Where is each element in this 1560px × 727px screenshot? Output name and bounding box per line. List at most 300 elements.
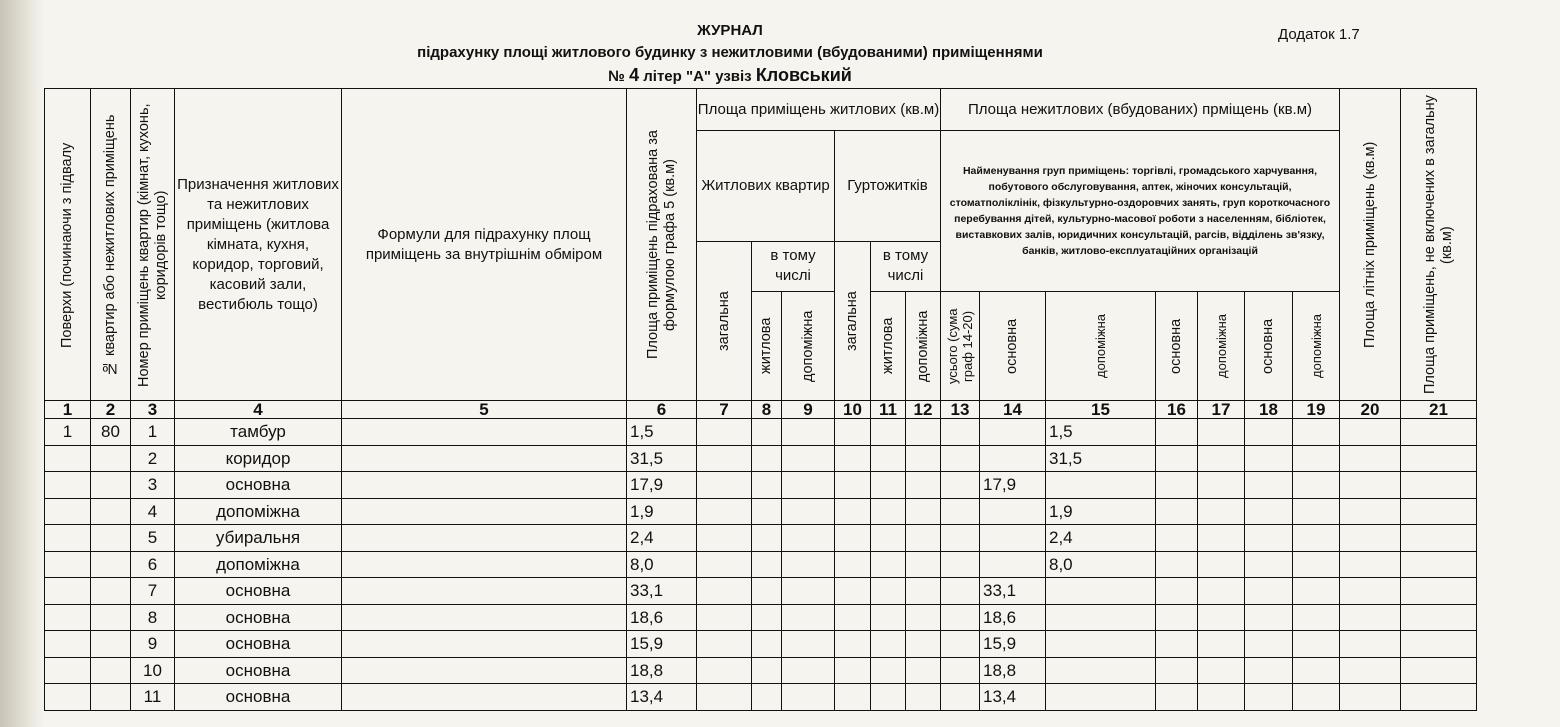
cell-formula [342, 657, 627, 684]
cell-apartment [91, 657, 131, 684]
cell-room-number: 8 [131, 604, 175, 631]
cell-empty [1198, 684, 1245, 711]
cell-empty [1245, 419, 1293, 446]
header-col19-aux-text: допоміжна [1308, 313, 1324, 379]
cell-empty [1245, 604, 1293, 631]
cell-floor: 1 [45, 419, 91, 446]
cell-empty [782, 578, 835, 605]
cell-formula [342, 498, 627, 525]
cell-main-area: 13,4 [980, 684, 1046, 711]
cell-aux-area: 1,9 [1046, 498, 1156, 525]
header-nonliving-total [941, 292, 980, 401]
cell-empty [1198, 578, 1245, 605]
cell-empty [1401, 525, 1477, 552]
cell-main-area [980, 445, 1046, 472]
cell-apartment [91, 498, 131, 525]
cell-empty [752, 578, 782, 605]
cell-empty [1401, 472, 1477, 499]
cell-empty [871, 684, 906, 711]
cell-empty [782, 657, 835, 684]
cell-empty [941, 525, 980, 552]
header-room-number-text: Номер приміщень квартир (кімнат, кухонь, коридорів тощо) [135, 102, 169, 387]
house-number: 4 [629, 65, 640, 85]
header-apartments-aux [782, 292, 835, 401]
cell-empty [906, 657, 941, 684]
cell-empty [906, 578, 941, 605]
header-apartments-total [697, 241, 752, 401]
col-number: 20 [1340, 401, 1401, 419]
cell-room-number: 4 [131, 498, 175, 525]
header-col19-aux [1293, 292, 1340, 401]
cell-apartment [91, 684, 131, 711]
header-apartment-number-text: № квартир або нежитлових приміщень [102, 113, 118, 376]
header-apartments-total-text: загальна [715, 290, 732, 351]
column-number-row [45, 401, 1477, 419]
cell-area: 18,8 [627, 657, 697, 684]
cell-empty [1156, 472, 1198, 499]
cell-empty [1401, 498, 1477, 525]
cell-empty [782, 498, 835, 525]
cell-empty [782, 684, 835, 711]
cell-empty [1245, 578, 1293, 605]
col-number: 21 [1401, 401, 1477, 419]
header-apartment-number [91, 89, 131, 401]
header-floors [45, 89, 91, 401]
cell-empty [782, 525, 835, 552]
cell-apartment [91, 445, 131, 472]
cell-area: 31,5 [627, 445, 697, 472]
cell-aux-area [1046, 578, 1156, 605]
cell-empty [906, 445, 941, 472]
cell-empty [835, 631, 871, 658]
col-number: 13 [941, 401, 980, 419]
cell-empty [697, 684, 752, 711]
cell-empty [906, 604, 941, 631]
cell-empty [1340, 631, 1401, 658]
cell-room-number: 2 [131, 445, 175, 472]
cell-empty [835, 498, 871, 525]
cell-apartment [91, 551, 131, 578]
appendix-label: Додаток 1.7 [1278, 26, 1360, 43]
cell-empty [906, 498, 941, 525]
header-col17-aux-text: допоміжна [1213, 313, 1229, 379]
cell-empty [782, 551, 835, 578]
cell-empty [871, 472, 906, 499]
header-col14-main [980, 292, 1046, 401]
header-dorms-total-text: загальна [844, 290, 860, 351]
table-row [45, 631, 1477, 658]
cell-empty [941, 604, 980, 631]
cell-empty [1340, 445, 1401, 472]
cell-empty [941, 578, 980, 605]
cell-empty [1156, 419, 1198, 446]
cell-formula [342, 419, 627, 446]
cell-empty [835, 578, 871, 605]
cell-aux-area [1046, 631, 1156, 658]
cell-purpose: основна [175, 472, 342, 499]
cell-empty [697, 657, 752, 684]
cell-purpose: коридор [175, 445, 342, 472]
header-formulas: Формули для підрахунку площ приміщень за внутрішнім обміром [342, 89, 627, 401]
cell-empty [835, 551, 871, 578]
cell-apartment [91, 578, 131, 605]
cell-area: 15,9 [627, 631, 697, 658]
cell-aux-area: 2,4 [1046, 525, 1156, 552]
page-binding-edge [0, 0, 44, 727]
col-number: 9 [782, 401, 835, 419]
cell-formula [342, 631, 627, 658]
table-row [45, 472, 1477, 499]
cell-area: 33,1 [627, 578, 697, 605]
cell-formula [342, 551, 627, 578]
cell-empty [1401, 419, 1477, 446]
cell-empty [906, 684, 941, 711]
cell-aux-area [1046, 472, 1156, 499]
cell-empty [1198, 657, 1245, 684]
col-number: 7 [697, 401, 752, 419]
street-name: Кловський [755, 65, 852, 85]
cell-floor [45, 472, 91, 499]
header-apartments-aux-text: допоміжна [799, 310, 816, 382]
cell-empty [1401, 684, 1477, 711]
cell-empty [752, 525, 782, 552]
cell-formula [342, 684, 627, 711]
cell-empty [871, 657, 906, 684]
header-dorms-total [835, 241, 871, 401]
cell-floor [45, 657, 91, 684]
cell-empty [1156, 578, 1198, 605]
cell-area: 18,6 [627, 604, 697, 631]
cell-empty [1293, 525, 1340, 552]
cell-apartment: 80 [91, 419, 131, 446]
cell-purpose: основна [175, 657, 342, 684]
cell-empty [1156, 684, 1198, 711]
table-row [45, 551, 1477, 578]
cell-empty [1156, 551, 1198, 578]
cell-empty [697, 551, 752, 578]
cell-formula [342, 525, 627, 552]
col-number: 16 [1156, 401, 1198, 419]
cell-floor [45, 551, 91, 578]
cell-empty [871, 419, 906, 446]
cell-purpose: основна [175, 604, 342, 631]
cell-main-area [980, 525, 1046, 552]
cell-empty [782, 419, 835, 446]
cell-formula [342, 604, 627, 631]
cell-empty [1401, 445, 1477, 472]
cell-empty [941, 472, 980, 499]
cell-empty [782, 604, 835, 631]
cell-empty [1401, 578, 1477, 605]
col-number: 12 [906, 401, 941, 419]
address-prefix: № [608, 68, 625, 85]
cell-empty [871, 551, 906, 578]
cell-apartment [91, 631, 131, 658]
rows-body [45, 419, 1477, 711]
header-calculated-area-text: Площа приміщень підрахована за формулою графа 5 (кв.м) [644, 130, 678, 359]
header-col18-main-text: основна [1260, 318, 1276, 374]
cell-floor [45, 631, 91, 658]
cell-empty [1401, 657, 1477, 684]
cell-room-number: 5 [131, 525, 175, 552]
cell-main-area: 18,6 [980, 604, 1046, 631]
table-row [45, 578, 1477, 605]
cell-purpose: основна [175, 631, 342, 658]
cell-empty [697, 498, 752, 525]
cell-empty [697, 525, 752, 552]
cell-empty [871, 445, 906, 472]
cell-empty [941, 445, 980, 472]
header-dorms-including: в тому числі [871, 241, 941, 292]
header-room-number [131, 89, 175, 401]
col-number: 3 [131, 401, 175, 419]
cell-area: 2,4 [627, 525, 697, 552]
cell-empty [906, 472, 941, 499]
header-nonliving-description: Найменування груп приміщень: торгівлі, громадського харчування, побутового обслуговування, аптек, жіночих консультацій, стоматполіклінік, фізкультурно-оздоровчих занять, груп короткочасного перебування дітей, культурно-масової роботи з населенням, бібліотек, виставкових залів, юридичних консультацій, рагсів, відділень зв'язку, банків, житлово-експлуатаційних організацій [941, 131, 1340, 292]
header-summer-rooms [1340, 89, 1401, 401]
cell-area: 17,9 [627, 472, 697, 499]
cell-empty [1340, 472, 1401, 499]
cell-room-number: 3 [131, 472, 175, 499]
header-col16-main [1156, 292, 1198, 401]
header-col16-main-text: основна [1168, 318, 1184, 374]
table-row [45, 498, 1477, 525]
cell-room-number: 10 [131, 657, 175, 684]
cell-empty [835, 684, 871, 711]
cell-floor [45, 684, 91, 711]
cell-empty [782, 445, 835, 472]
cell-room-number: 11 [131, 684, 175, 711]
cell-empty [941, 657, 980, 684]
cell-empty [1293, 684, 1340, 711]
col-number: 17 [1198, 401, 1245, 419]
header-dorms-aux-text: допоміжна [914, 310, 931, 382]
cell-empty [1340, 525, 1401, 552]
header-floors-text: Поверхи (починаючи з підвалу [59, 141, 75, 348]
cell-area: 8,0 [627, 551, 697, 578]
cell-empty [1245, 445, 1293, 472]
cell-aux-area [1046, 684, 1156, 711]
cell-empty [1156, 445, 1198, 472]
journal-table [44, 88, 1477, 711]
table-row [45, 604, 1477, 631]
cell-aux-area: 1,5 [1046, 419, 1156, 446]
header-apartments-including: в тому числі [752, 241, 835, 292]
cell-room-number: 9 [131, 631, 175, 658]
cell-empty [1293, 551, 1340, 578]
cell-main-area [980, 551, 1046, 578]
cell-empty [941, 551, 980, 578]
cell-apartment [91, 525, 131, 552]
cell-formula [342, 472, 627, 499]
col-number: 8 [752, 401, 782, 419]
header-nonliving-total-text: усього (сума граф 14-20) [945, 308, 975, 384]
cell-empty [1293, 445, 1340, 472]
col-number: 11 [871, 401, 906, 419]
cell-empty [871, 525, 906, 552]
cell-empty [1198, 525, 1245, 552]
cell-main-area: 18,8 [980, 657, 1046, 684]
cell-empty [1156, 525, 1198, 552]
cell-empty [1156, 631, 1198, 658]
cell-empty [697, 631, 752, 658]
table-row [45, 684, 1477, 711]
col-number: 15 [1046, 401, 1156, 419]
cell-empty [941, 498, 980, 525]
header-dorms-living-text: житлова [879, 317, 896, 375]
col-number: 19 [1293, 401, 1340, 419]
cell-main-area [980, 419, 1046, 446]
header-summer-rooms-text: Площа літніх приміщень (кв.м) [1361, 141, 1378, 348]
cell-empty [871, 604, 906, 631]
cell-aux-area [1046, 657, 1156, 684]
cell-empty [1340, 578, 1401, 605]
cell-area: 1,9 [627, 498, 697, 525]
header-calculated-area [627, 89, 697, 401]
cell-empty [1245, 551, 1293, 578]
cell-room-number: 1 [131, 419, 175, 446]
cell-empty [906, 551, 941, 578]
address-mid: літер "А" узвіз [643, 68, 752, 85]
cell-main-area: 17,9 [980, 472, 1046, 499]
cell-empty [782, 472, 835, 499]
cell-empty [871, 631, 906, 658]
cell-empty [697, 472, 752, 499]
cell-apartment [91, 472, 131, 499]
col-number: 6 [627, 401, 697, 419]
header-col15-aux [1046, 292, 1156, 401]
cell-empty [1293, 578, 1340, 605]
cell-purpose: основна [175, 578, 342, 605]
cell-empty [1340, 604, 1401, 631]
cell-empty [835, 445, 871, 472]
cell-empty [835, 419, 871, 446]
cell-empty [835, 525, 871, 552]
col-number: 2 [91, 401, 131, 419]
cell-empty [835, 657, 871, 684]
cell-empty [1245, 684, 1293, 711]
cell-empty [1198, 472, 1245, 499]
cell-empty [697, 578, 752, 605]
cell-aux-area: 31,5 [1046, 445, 1156, 472]
header-apartments-living-text: житлова [758, 317, 774, 375]
cell-purpose: допоміжна [175, 498, 342, 525]
cell-floor [45, 445, 91, 472]
cell-floor [45, 525, 91, 552]
cell-main-area [980, 498, 1046, 525]
table-row [45, 445, 1477, 472]
cell-empty [752, 498, 782, 525]
cell-room-number: 6 [131, 551, 175, 578]
cell-main-area: 15,9 [980, 631, 1046, 658]
cell-empty [1293, 657, 1340, 684]
cell-empty [941, 684, 980, 711]
header-dorms-living [871, 292, 906, 401]
cell-floor [45, 578, 91, 605]
cell-empty [906, 631, 941, 658]
journal-subtitle: підрахунку площі житлового будинку з нежитловими (вбудованими) приміщеннями [417, 44, 1043, 61]
header-dormitories: Гуртожитків [835, 131, 941, 242]
cell-empty [752, 657, 782, 684]
header-col15-aux-text: допоміжна [1093, 313, 1108, 379]
cell-empty [1293, 604, 1340, 631]
cell-empty [1198, 498, 1245, 525]
cell-empty [1293, 498, 1340, 525]
cell-main-area: 33,1 [980, 578, 1046, 605]
cell-empty [835, 604, 871, 631]
header-apartments-living [752, 292, 782, 401]
cell-empty [752, 604, 782, 631]
header-living-area-group: Площа приміщень житлових (кв.м) [697, 89, 941, 131]
cell-empty [1245, 631, 1293, 658]
header-dorms-aux [906, 292, 941, 401]
cell-empty [697, 445, 752, 472]
cell-empty [835, 472, 871, 499]
table-row [45, 657, 1477, 684]
cell-apartment [91, 604, 131, 631]
cell-purpose: основна [175, 684, 342, 711]
cell-empty [1340, 551, 1401, 578]
col-number: 14 [980, 401, 1046, 419]
cell-empty [1340, 684, 1401, 711]
cell-aux-area [1046, 604, 1156, 631]
cell-empty [1401, 604, 1477, 631]
journal-address [360, 65, 1100, 86]
col-number: 10 [835, 401, 871, 419]
cell-floor [45, 604, 91, 631]
table-row [45, 419, 1477, 446]
cell-empty [1245, 525, 1293, 552]
cell-area: 13,4 [627, 684, 697, 711]
cell-empty [1340, 657, 1401, 684]
cell-empty [1340, 498, 1401, 525]
journal-title: ЖУРНАЛ [697, 22, 763, 39]
cell-empty [1340, 419, 1401, 446]
cell-formula [342, 578, 627, 605]
header-excluded-area-text: Площа приміщень, не включених в загальну (кв.м) [1421, 95, 1455, 394]
cell-empty [782, 631, 835, 658]
header-purpose: Призначення житлових та нежитлових приміщень (житлова кімната, кухня, коридор, торговий, касовий зали, вестибюль тощо) [175, 89, 342, 401]
cell-empty [1156, 657, 1198, 684]
col-number: 4 [175, 401, 342, 419]
cell-empty [1198, 445, 1245, 472]
cell-empty [1293, 631, 1340, 658]
cell-purpose: допоміжна [175, 551, 342, 578]
cell-empty [697, 604, 752, 631]
col-number: 1 [45, 401, 91, 419]
cell-empty [1293, 419, 1340, 446]
cell-empty [752, 419, 782, 446]
cell-empty [1198, 604, 1245, 631]
cell-purpose: убиральня [175, 525, 342, 552]
header-nonliving-area-group: Площа нежитлових (вбудованих) прміщень (кв.м) [941, 89, 1340, 131]
cell-empty [941, 419, 980, 446]
cell-empty [1198, 551, 1245, 578]
cell-empty [1156, 498, 1198, 525]
cell-floor [45, 498, 91, 525]
cell-empty [1198, 631, 1245, 658]
header-col17-aux [1198, 292, 1245, 401]
cell-empty [941, 631, 980, 658]
cell-purpose: тамбур [175, 419, 342, 446]
cell-empty [906, 525, 941, 552]
cell-area: 1,5 [627, 419, 697, 446]
cell-empty [1245, 472, 1293, 499]
col-number: 18 [1245, 401, 1293, 419]
header-col18-main [1245, 292, 1293, 401]
cell-empty [1156, 604, 1198, 631]
header-col14-main-text: основна [1004, 318, 1020, 374]
